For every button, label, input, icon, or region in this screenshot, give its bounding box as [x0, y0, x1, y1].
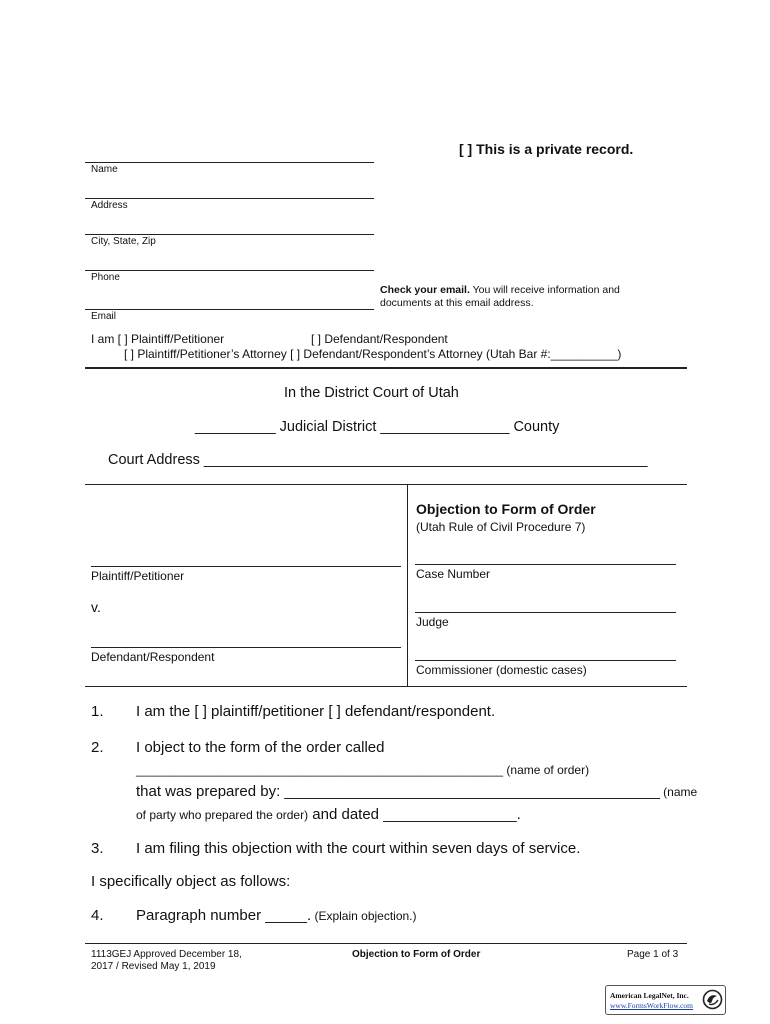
item3-text: I am filing this objection with the court within seven days of service.: [136, 840, 581, 857]
dated-line[interactable]: [136, 806, 521, 824]
phone-line[interactable]: [85, 270, 374, 271]
commissioner-label: Commissioner (domestic cases): [416, 663, 587, 677]
email-line[interactable]: [85, 309, 374, 310]
email-note-bold: Check your email.: [380, 284, 470, 296]
private-record-checkbox-label[interactable]: [ ] This is a private record.: [459, 141, 634, 157]
item4-hint: (Explain objection.): [311, 909, 417, 923]
plaintiff-label: Plaintiff/Petitioner: [91, 569, 185, 583]
role-plaintiff[interactable]: I am [ ] Plaintiff/Petitioner: [91, 332, 225, 346]
name-line[interactable]: [85, 162, 374, 163]
specific-objection-heading: I specifically object as follows:: [91, 873, 291, 890]
order-name-blank[interactable]: _______________________________________________________: [136, 763, 504, 777]
caption-top-border: [85, 484, 687, 485]
item2-text: I object to the form of the order called: [136, 739, 385, 756]
district-county-line[interactable]: __________ Judicial District ________________ County: [195, 419, 560, 435]
footer-page-number: Page 1 of 3: [627, 949, 679, 960]
role-divider: [85, 367, 687, 369]
name-label: Name: [91, 164, 118, 175]
phone-label: Phone: [91, 272, 120, 283]
plaintiff-line[interactable]: [91, 566, 401, 567]
prepared-by-line[interactable]: [136, 783, 697, 801]
address-label: Address: [91, 200, 128, 211]
document-title: Objection to Form of Order: [416, 501, 596, 517]
logo-swirl-icon: [702, 989, 723, 1010]
prepared-by-text[interactable]: that was prepared by: _____________________________________________: [136, 783, 660, 800]
item4-text[interactable]: Paragraph number _____.: [136, 907, 312, 924]
caption-divider: [407, 484, 408, 686]
document-subtitle: (Utah Rule of Civil Procedure 7): [416, 520, 586, 534]
email-note-text1: You will receive information and: [469, 284, 620, 296]
judge-line[interactable]: [415, 612, 676, 613]
order-name-hint: (name of order): [503, 763, 590, 777]
court-title: In the District Court of Utah: [284, 385, 459, 401]
court-address-line[interactable]: Court Address _______________________________________________________: [108, 452, 648, 468]
logo-url[interactable]: www.FormsWorkFlow.com: [610, 1001, 694, 1010]
email-note-line1: [380, 284, 620, 296]
item2-number: 2.: [91, 739, 104, 756]
footer-form-id-1: 1113GEJ Approved December 18,: [91, 949, 242, 960]
defendant-label: Defendant/Respondent: [91, 650, 215, 664]
order-name-line[interactable]: [136, 763, 589, 777]
city-line[interactable]: [85, 234, 374, 235]
logo-company: American LegalNet, Inc.: [610, 991, 689, 1000]
versus: v.: [91, 599, 101, 615]
item3-number: 3.: [91, 840, 104, 857]
footer-rule: [85, 943, 687, 944]
defendant-line[interactable]: [91, 647, 401, 648]
case-number-line[interactable]: [415, 564, 676, 565]
dated-text[interactable]: and dated ________________.: [308, 806, 521, 823]
item1-number: 1.: [91, 703, 104, 720]
caption-bottom-border: [85, 686, 687, 687]
party-hint: of party who prepared the order): [136, 808, 309, 822]
case-number-label: Case Number: [416, 567, 491, 581]
item4-line[interactable]: [136, 907, 417, 925]
address-line[interactable]: [85, 198, 374, 199]
role-defendant[interactable]: [ ] Defendant/Respondent: [311, 332, 448, 346]
city-label: City, State, Zip: [91, 236, 156, 247]
footer-title: Objection to Form of Order: [352, 949, 481, 960]
item1-text[interactable]: I am the [ ] plaintiff/petitioner [ ] defendant/respondent.: [136, 703, 496, 720]
american-legalnet-logo[interactable]: [605, 985, 726, 1015]
prepared-by-hint: (name: [659, 785, 698, 799]
footer-form-id-2: 2017 / Revised May 1, 2019: [91, 961, 216, 972]
item4-number: 4.: [91, 907, 104, 924]
email-label: Email: [91, 311, 117, 322]
email-note-line2: documents at this email address.: [380, 297, 534, 309]
judge-label: Judge: [416, 615, 449, 629]
role-attorney-line[interactable]: [ ] Plaintiff/Petitioner’s Attorney [ ] Defendant/Respondent’s Attorney (Utah Bar #:__________): [124, 347, 622, 361]
commissioner-line[interactable]: [415, 660, 676, 661]
